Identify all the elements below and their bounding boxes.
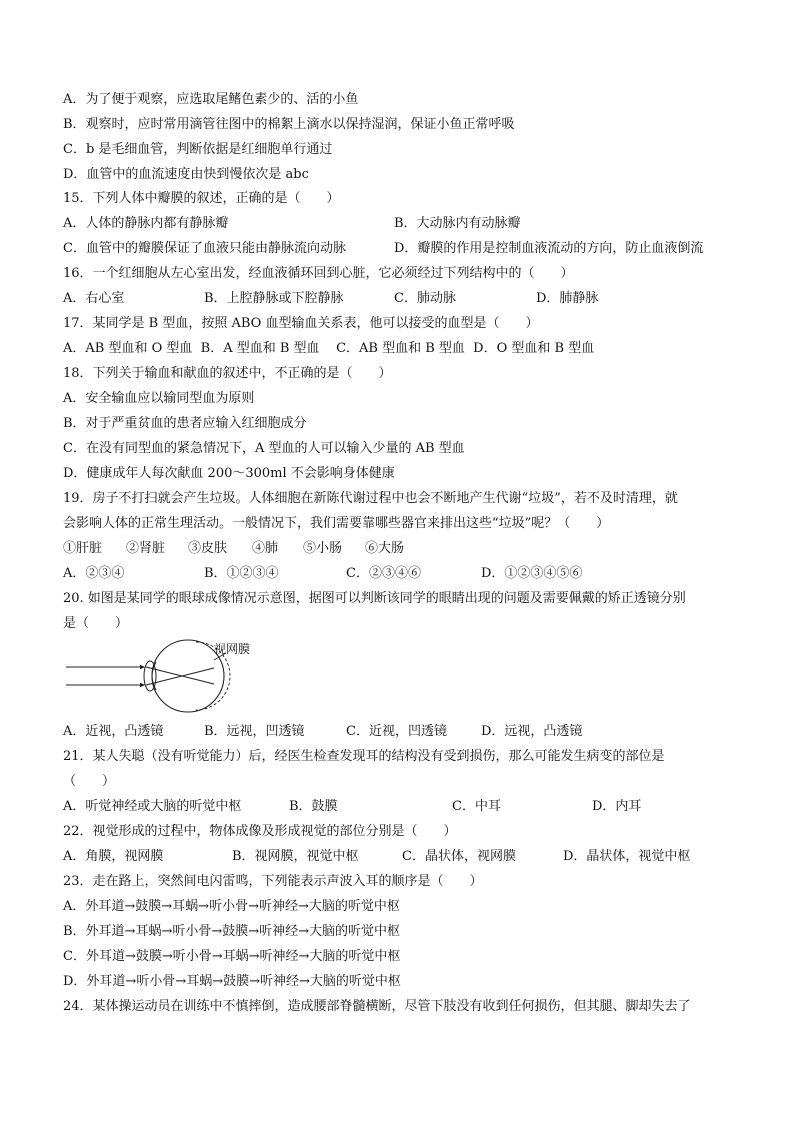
eye-diagram [64,638,294,718]
q23-stem: 23．走在路上，突然间电闪雷鸣，下列能表示声波入耳的顺序是（ ） [63,874,483,889]
q19-organ-5: ⑤小肠 [303,541,343,556]
q19-option-b: B．①②③④ [204,566,279,581]
q19-option-a: A．②③④ [63,566,125,581]
q14-option-a: A．为了便于观察，应选取尾鳍色素少的、活的小鱼 [63,92,359,107]
q22-option-a: A．角膜，视网膜 [63,849,164,864]
lens-icon [144,661,156,691]
q18-option-a: A．安全输血应以输同型血为原则 [63,391,255,406]
q19-stem-line2: 会影响人体的正常生理活动。一般情况下，我们需要靠哪些器官来排出这些“垃圾”呢？（ ） [63,516,610,531]
q16-option-b: B．上腔静脉或下腔静脉 [204,291,344,306]
q20-options [63,723,743,741]
q18-stem: 18．下列关于输血和献血的叙述中，不正确的是（ ） [63,366,392,381]
q15-option-b: B．大动脉内有动脉瓣 [394,216,521,231]
q16-option-d: D．肺静脉 [536,291,599,306]
q15-options-row1 [63,215,743,233]
q19-organ-2: ②肾脏 [126,541,166,556]
q14-option-c: C．b 是毛细血管，判断依据是红细胞单行通过 [63,142,333,157]
cornea-outline [152,662,156,690]
q19-organ-list [63,540,743,558]
q19-organ-4: ④肺 [252,541,279,556]
q19-organ-1: ①肝脏 [63,541,103,556]
q22-option-d: D．晶状体，视觉中枢 [563,849,691,864]
q21-option-c: C．中耳 [452,799,501,814]
q19-stem-line1: 19．房子不打扫就会产生垃圾。人体细胞在新陈代谢过程中也会不断地产生代谢“垃圾”，若不及时清理，就 [63,491,678,506]
q14-option-b: B．观察时，应时常用滴管往图中的棉絮上滴水以保持湿润，保证小鱼正常呼吸 [63,117,515,132]
q19-options [63,565,743,583]
q15-option-a: A．人体的静脉内都有静脉瓣 [63,216,229,231]
q22-option-b: B．视网膜，视觉中枢 [232,849,359,864]
q18-option-b: B．对于严重贫血的患者应输入红细胞成分 [63,416,307,431]
q21-option-b: B．鼓膜 [289,799,338,814]
q16-option-c: C．肺动脉 [394,291,456,306]
q17-options: A．AB 型血和 O 型血 B．A 型血和 B 型血 C．AB 型血和 B 型血 D．O 型血和 B 型血 [63,341,595,356]
q20-stem-line2: 是（ ） [63,616,129,631]
q23-option-b: B．外耳道→耳蜗→听小骨→鼓膜→听神经→大脑的听觉中枢 [63,924,401,939]
q23-option-a: A．外耳道→鼓膜→耳蜗→听小骨→听神经→大脑的听觉中枢 [63,899,400,914]
q21-option-d: D．内耳 [592,799,642,814]
q17-stem: 17．某同学是 B 型血，按照 ABO 血型输血关系表，他可以接受的血型是（ ） [63,316,539,331]
q22-option-c: C．晶状体，视网膜 [402,849,516,864]
q21-options [63,798,743,816]
q20-option-d: D．远视，凸透镜 [481,724,583,739]
q19-option-c: C．②③④⑥ [346,566,421,581]
q15-option-c: C．血管中的瓣膜保证了血液只能由静脉流向动脉 [63,241,346,256]
q18-option-c: C．在没有同型血的紧急情况下，A 型血的人可以输入少量的 AB 型血 [63,441,465,456]
retina-label: 视网膜 [214,642,251,656]
q14-option-d: D．血管中的血流速度由快到慢依次是 abc [63,167,309,182]
q21-stem-line2: （ ） [63,774,116,789]
q24-stem-line1: 24．某体操运动员在训练中不慎摔倒，造成腰部脊髓横断，尽管下肢没有收到任何损伤，但其腿、脚却失去了 [63,999,691,1014]
q15-stem: 15．下列人体中瓣膜的叙述，正确的是（ ） [63,191,340,206]
q15-options-row2 [63,240,743,258]
q23-option-d: D．外耳道→听小骨→耳蜗→鼓膜→听神经→大脑的听觉中枢 [63,974,401,989]
q22-stem: 22．视觉形成的过程中，物体成像及形成视觉的部位分别是（ ） [63,824,457,839]
q18-option-d: D．健康成年人每次献血 200～300ml 不会影响身体健康 [63,466,395,481]
q22-options [63,848,743,866]
q16-option-a: A．右心室 [63,291,125,306]
q16-options [63,290,743,308]
q15-option-d: D．瓣膜的作用是控制血液流动的方向，防止血液倒流 [394,241,704,256]
q19-organ-6: ⑥大肠 [365,541,405,556]
q16-stem: 16．一个红细胞从左心室出发，经血液循环回到心脏，它必须经过下列结构中的（ ） [63,266,574,281]
q20-option-a: A．近视，凸透镜 [63,724,164,739]
q21-stem-line1: 21．某人失聪（没有听觉能力）后，经医生检查发现耳的结构没有受到损伤，那么可能发生病变的部位是 [63,749,665,764]
q21-option-a: A．听觉神经或大脑的听觉中枢 [63,799,242,814]
q20-option-c: C．近视，凹透镜 [346,724,447,739]
q19-option-d: D．①②③④⑤⑥ [481,566,583,581]
q20-stem-line1: 20. 如图是某同学的眼球成像情况示意图，据图可以判断该同学的眼睛出现的问题及需要佩戴的矫正透镜分别 [63,591,686,606]
q19-organ-3: ③皮肤 [188,541,228,556]
q20-option-b: B．远视，凹透镜 [204,724,305,739]
q23-option-c: C．外耳道→鼓膜→听小骨→耳蜗→听神经→大脑的听觉中枢 [63,949,401,964]
